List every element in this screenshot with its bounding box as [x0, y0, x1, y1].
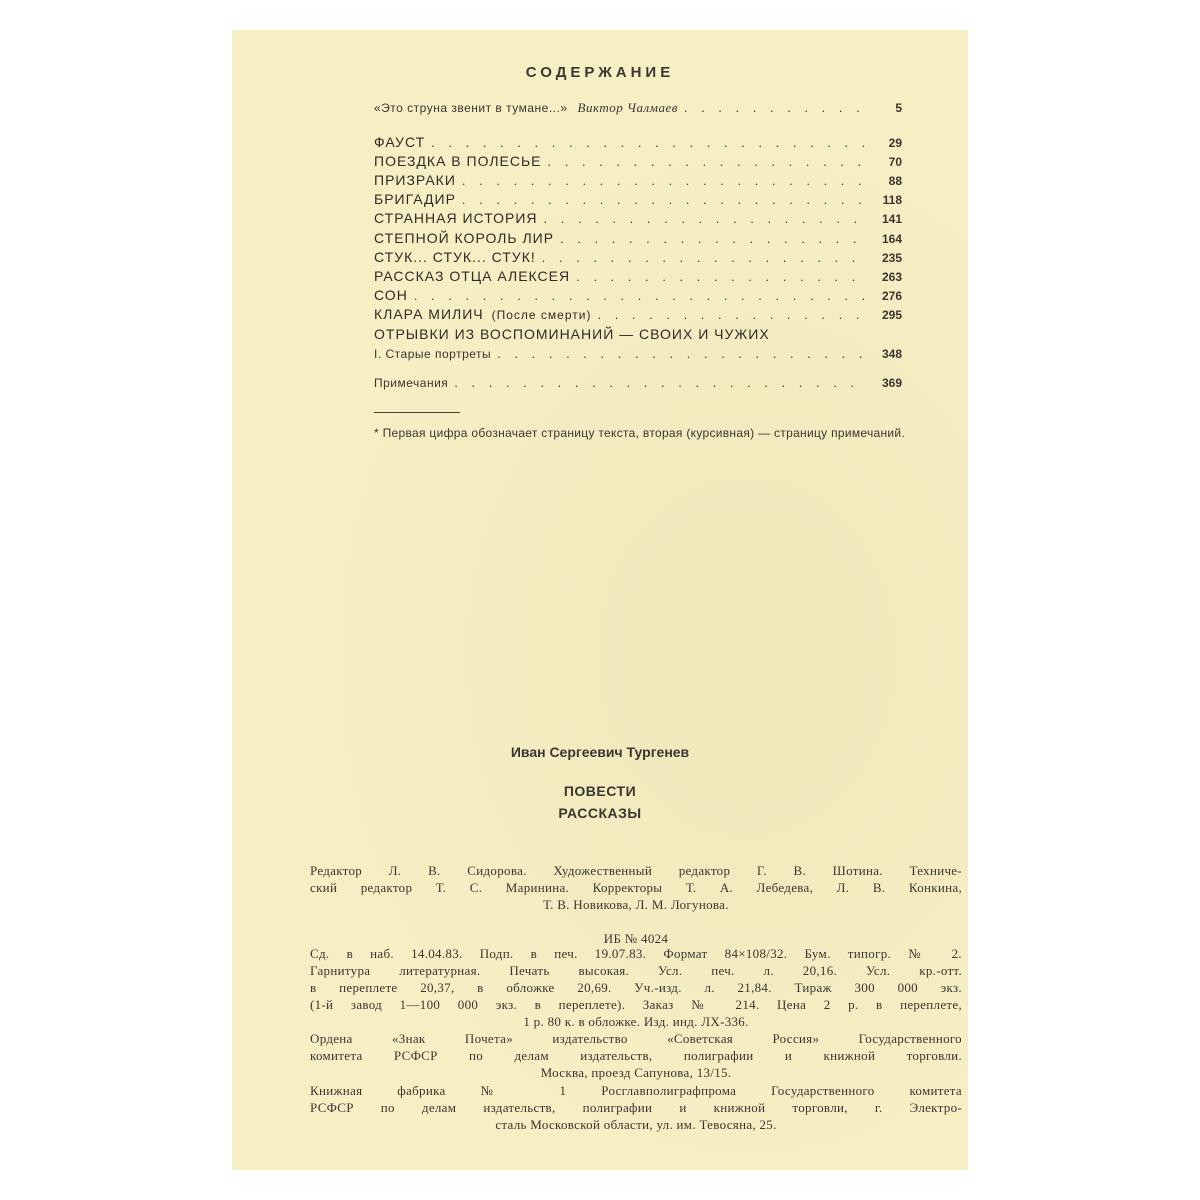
- leader-dots: [497, 346, 868, 361]
- book-page: [232, 30, 968, 1170]
- toc-entry-label: БРИГАДИР: [374, 191, 456, 207]
- toc-intro-author: Виктор Чалмаев: [577, 100, 678, 115]
- toc-entry: [374, 134, 902, 150]
- imprint-line: Редактор Л. В. Сидорова. Художественный редактор Г. В. Шотина. Техниче-: [310, 863, 962, 878]
- imprint-line: ский редактор Т. С. Маринина. Корректоры Т. А. Лебедева, Л. В. Конкина,: [310, 880, 962, 895]
- leader-dots: [684, 100, 868, 115]
- toc-entry-label: ПОЕЗДКА В ПОЛЕСЬЕ: [374, 153, 542, 169]
- leader-dots: [597, 307, 868, 322]
- imprint-line: Сд. в наб. 14.04.83. Подп. в печ. 19.07.83. Формат 84×108/32. Бум. типогр. № 2.: [310, 946, 962, 961]
- toc-page-number: 29: [888, 136, 902, 150]
- toc-subentry-label: I. Старые портреты: [374, 347, 492, 361]
- leader-dots: [544, 211, 868, 226]
- toc-notes-label: Примечания: [374, 376, 449, 390]
- toc-page-number: 141: [881, 212, 902, 226]
- imprint-line: комитета РСФСР по делам издательств, полиграфии и книжной торговли.: [310, 1048, 962, 1063]
- imprint-line: сталь Московской области, ул. им. Тевосяна, 25.: [495, 1117, 777, 1132]
- toc-page-number: 70: [888, 155, 902, 169]
- toc-entry-label: ОТРЫВКИ ИЗ ВОСПОМИНАНИЙ — СВОИХ И ЧУЖИХ: [374, 326, 770, 342]
- toc-subentry: [374, 346, 902, 361]
- imprint-line: Ордена «Знак Почета» издательство «Советская Россия» Государственного: [310, 1031, 962, 1046]
- toc-intro-title: «Это струна звенит в тумане...»: [374, 101, 568, 115]
- toc-page-number: 118: [882, 193, 902, 207]
- author-name: Иван Сергеевич Тургенев: [510, 744, 690, 760]
- leader-dots: [560, 231, 868, 246]
- toc-entry-label: СТУК... СТУК... СТУК!: [374, 249, 536, 265]
- imprint-line: (1-й завод 1—100 000 экз. в переплете). Заказ № 214. Цена 2 р. в переплете,: [310, 997, 962, 1012]
- toc-page-number: 263: [881, 270, 902, 284]
- footnote: * Первая цифра обозначает страницу текста, вторая (курсивная) — страницу примечаний.: [374, 426, 906, 440]
- leader-dots: [414, 288, 868, 303]
- toc-entry: [374, 326, 902, 342]
- book-title: [232, 780, 968, 824]
- toc-heading: СОДЕРЖАНИЕ: [525, 64, 675, 81]
- footnote-rule: [374, 412, 460, 413]
- toc-entry-label: РАССКАЗ ОТЦА АЛЕКСЕЯ: [374, 268, 571, 284]
- imprint-production: [310, 945, 962, 1030]
- leader-dots: [454, 375, 868, 390]
- toc-entry: [374, 268, 902, 284]
- toc-entry-label: СОН: [374, 287, 408, 303]
- leader-dots: [462, 173, 868, 188]
- toc-page-number: 235: [881, 251, 902, 265]
- toc-page-number: 88: [888, 174, 902, 188]
- imprint-line: 1 р. 80 к. в обложке. Изд. инд. ЛХ-336.: [523, 1014, 749, 1029]
- toc-page-number: 276: [881, 289, 902, 303]
- toc-entry: [374, 287, 902, 303]
- imprint-ib-number: ИБ № 4024: [603, 931, 669, 946]
- toc-intro-row: [374, 100, 902, 116]
- toc-entry-label: СТЕПНОЙ КОРОЛЬ ЛИР: [374, 230, 555, 246]
- toc-page-number: 348: [881, 347, 902, 361]
- leader-dots: [548, 154, 869, 169]
- book-title-line-2: РАССКАЗЫ: [558, 805, 642, 821]
- imprint-printer: [310, 1082, 962, 1133]
- toc-entry-label: ФАУСТ: [374, 134, 426, 150]
- book-title-line-1: ПОВЕСТИ: [563, 783, 637, 799]
- toc-page-number: 164: [881, 232, 902, 246]
- toc-entry: [374, 306, 902, 322]
- leader-dots: [576, 269, 868, 284]
- imprint-line: Гарнитура литературная. Печать высокая. Усл. печ. л. 20,16. Усл. кр.-отт.: [310, 963, 962, 978]
- imprint-line: РСФСР по делам издательств, полиграфии и книжной торговли, г. Электро-: [310, 1100, 962, 1115]
- leader-dots: [431, 135, 868, 150]
- leader-dots: [462, 192, 868, 207]
- toc-entry: [374, 153, 902, 169]
- toc-entry-label: ПРИЗРАКИ: [374, 172, 456, 188]
- toc-entry-label: СТРАННАЯ ИСТОРИЯ: [374, 210, 538, 226]
- toc-page-number: 369: [881, 376, 902, 390]
- toc-notes-row: [374, 375, 902, 390]
- imprint-line: в переплете 20,37, в обложке 20,69. Уч.-изд. л. 21,84. Тираж 300 000 экз.: [310, 980, 962, 995]
- toc-entry-label: КЛАРА МИЛИЧ: [374, 306, 484, 322]
- imprint-line: Т. В. Новикова, Л. М. Логунова.: [543, 897, 729, 912]
- toc-entry-sublabel: (После смерти): [491, 308, 592, 322]
- toc-page-number: 5: [895, 101, 902, 115]
- imprint-editors: [310, 862, 962, 913]
- imprint-line: Книжная фабрика № 1 Росглавполиграфпрома Государственного комитета: [310, 1083, 962, 1098]
- toc-entry: [374, 249, 902, 265]
- toc-entry: [374, 230, 902, 246]
- toc-entry: [374, 191, 902, 207]
- imprint-line: Москва, проезд Сапунова, 13/15.: [540, 1065, 732, 1080]
- toc-entry: [374, 172, 902, 188]
- imprint-publisher: [310, 1030, 962, 1081]
- toc-page-number: 295: [881, 308, 902, 322]
- leader-dots: [542, 250, 868, 265]
- toc-entry: [374, 210, 902, 226]
